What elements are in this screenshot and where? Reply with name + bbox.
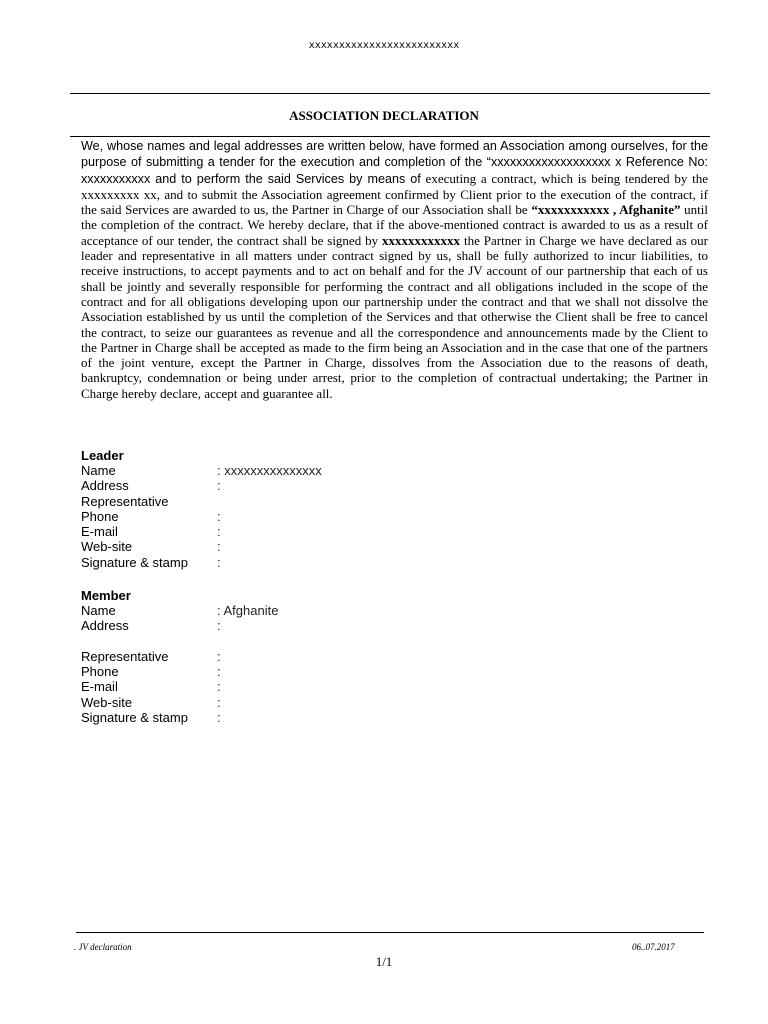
field-value: : [217, 679, 221, 695]
paragraph-part-c: the Partner in Charge we have declared as our leader and representative in all matters under contract signed by us, shall be fully authorized to incur liabilities, to receive instructions, to accept payments and to act on behalf and for the JV account of our partnership that each of us shall be jointly and severally responsible for performing the contract and all obligations included in the scope of the contract and for all obligations developing upon our partnership under the contract and that we shall not dissolve the Association established by us until the completion of the Services and that otherwise the Client shall be free to cancel the contract, to seize our guarantees as revenue and all the correspondence and announcements made by the Client to the Partner in Charge shall be accepted as made to the firm being an Association and in the case that one of the partners of the joint venture, except the Partner in Charge, dissolves from the Association due to the reasons of death, bankruptcy, condemnation or being under arrest, prior to the completion of contractual undertaking; the Partner in Charge hereby declare, accept and guarantee all. [81, 232, 709, 401]
field-value: : Afghanite [217, 603, 279, 618]
member-row-email [81, 679, 278, 694]
field-value: : [217, 478, 221, 494]
leader-row-signature [81, 555, 322, 570]
leader-row-name [81, 463, 322, 478]
leader-heading: Leader [81, 448, 124, 463]
footer-date: 06..07.2017 [632, 942, 675, 952]
field-label: Web-site [81, 539, 133, 555]
field-label: Signature & stamp [81, 710, 188, 726]
field-label: Signature & stamp [81, 554, 188, 570]
member-heading: Member [81, 588, 131, 603]
field-value: : [217, 664, 221, 680]
member-row-blank [81, 634, 278, 649]
field-label: Phone [81, 664, 119, 680]
page-number: 1/1 [375, 954, 393, 969]
declaration-paragraph [81, 138, 708, 401]
leader-section [81, 448, 322, 570]
leader-row-website [81, 539, 322, 554]
paragraph-part-b: until the completion of the contract. We hereby declare, that if the above-mentioned contract is awarded to us as a result of acceptance of our tender, the contract shall be signed by [81, 202, 709, 248]
leader-row-representative [81, 494, 322, 509]
field-value: : xxxxxxxxxxxxxxx [217, 463, 322, 478]
field-label: E-mail [81, 524, 118, 540]
field-label: E-mail [81, 679, 118, 695]
field-label: Representative [81, 648, 169, 664]
member-section [81, 588, 278, 725]
member-row-address [81, 618, 278, 633]
field-label: Name [81, 603, 116, 618]
field-value: : [217, 648, 221, 664]
title-rule [70, 136, 710, 137]
footer-rule [76, 932, 704, 933]
field-label: Phone [81, 508, 119, 524]
field-value: : [217, 710, 221, 726]
paragraph-opening: We, whose names and legal addresses are written below, have formed an Association among ourselves, for the purpose of submitting a tender for the execution and completion of the “xxxxxxxxxxxxxxxxxxx x Reference No: xxxxxxxxxxx and to perform the said Services by means of [81, 139, 708, 186]
member-row-name [81, 603, 278, 618]
field-value: : [217, 508, 221, 524]
field-label: Web-site [81, 694, 133, 710]
paragraph-part-a: executing a contract, which is being tendered by the xxxxxxxxx xx, and to submit the Association agreement confirmed by Client prior to the execution of the contract, if the said Services are awarded to us, the Partner in Charge of our Association shall be [81, 170, 709, 218]
leader-row-email [81, 524, 322, 539]
header-placeholder: xxxxxxxxxxxxxxxxxxxxxxxxx [308, 40, 460, 51]
signatory-name: xxxxxxxxxxxx [382, 232, 461, 248]
field-label: Representative [81, 493, 169, 509]
document-title: ASSOCIATION DECLARATION [289, 108, 479, 123]
member-row-representative [81, 649, 278, 664]
leader-row-phone [81, 509, 322, 524]
field-label: Address [81, 478, 129, 494]
field-value: : [217, 618, 221, 634]
field-label: Name [81, 463, 116, 478]
footer-document-name: . JV declaration [74, 942, 132, 952]
member-row-signature [81, 710, 278, 725]
member-row-website [81, 695, 278, 710]
field-value: : [217, 694, 221, 710]
field-value: : [217, 524, 221, 540]
leader-row-address [81, 478, 322, 493]
header-rule [70, 93, 710, 94]
field-value: : [217, 539, 221, 555]
field-label: Address [81, 618, 129, 634]
partner-in-charge-name: “xxxxxxxxxxx , Afghanite” [531, 202, 681, 218]
field-value: : [217, 554, 221, 570]
member-row-phone [81, 664, 278, 679]
